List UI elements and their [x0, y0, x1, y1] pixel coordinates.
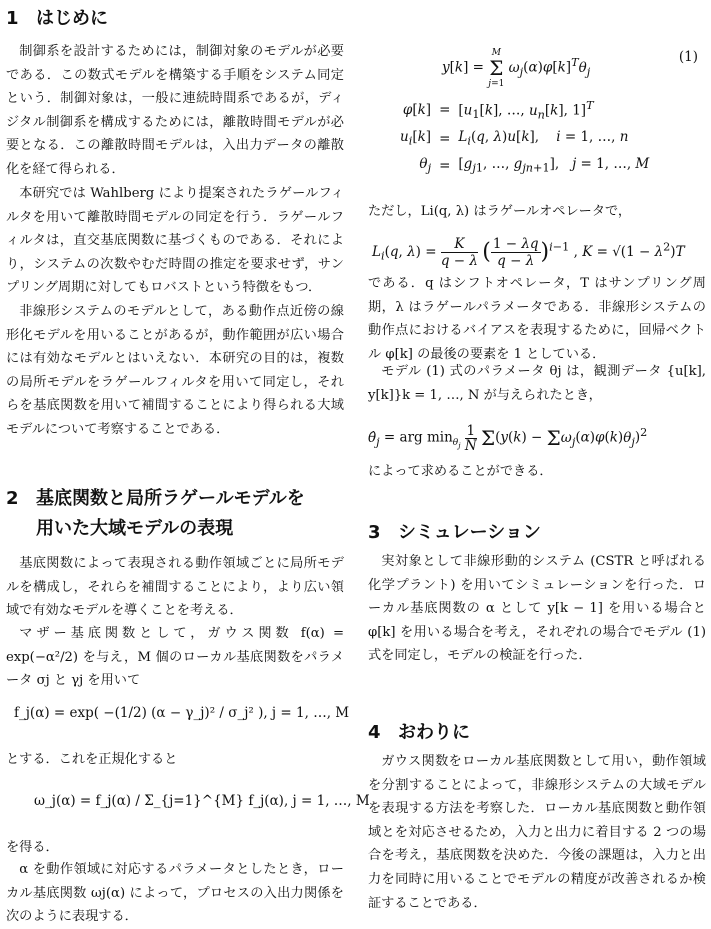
paragraph: モデル (1) 式のパラメータ θj は，観測データ {u[k], y[k]}k = 1, …, N が与えられたとき，	[368, 364, 706, 403]
section-number: 1	[6, 8, 19, 29]
section-number: 2	[6, 488, 19, 509]
section-3-heading	[368, 518, 706, 547]
equation-text: ω_j(α) = f_j(α) / Σ_{j=1}^{M} f_j(α), j = 1, …, M	[34, 793, 370, 809]
section-2-heading-line2: 用いた大域モデルの表現	[36, 518, 234, 539]
section-title: 基底関数と局所ラゲールモデルを	[36, 488, 305, 509]
section-number: 3	[368, 522, 381, 543]
section-title: はじめに	[36, 8, 108, 29]
section-title: シミュレーション	[398, 522, 541, 543]
equation-number: (1)	[678, 49, 698, 65]
equation-fj	[14, 702, 352, 724]
paragraph: 非線形システムのモデルとして，ある動作点近傍の線形化モデルを用いることがあるが，動作範囲が広い場合には有効なモデルとはいえない．本研究の目的は，複数の局所モデルをラゲールフィルタを用いて同定し，それらを基底関数を用いて補間することにより得られる大域モデルについて考察することである．	[6, 304, 344, 437]
paragraph: とする．これを正規化すると	[6, 752, 178, 767]
paragraph: ただし，Li(q, λ) はラゲールオペレータで，	[368, 204, 632, 219]
equation-1	[368, 36, 706, 89]
paragraph-part: マザー基底関数として，ガウス関数 f(α) = exp(−α²/2) を与え，M 個のローカル基底関数をパラメータ σ	[6, 626, 344, 689]
section-4-heading	[368, 718, 706, 747]
equation-estimate: $\thetâ_j$ = arg $\min_{\theta_j}$ $\frac{1}{N}$ $\Sigma(y(k) - \Sigma\omega_j(\alpha)\varphi(k)\theta_j)^2$	[368, 422, 648, 454]
paragraph	[6, 622, 344, 693]
paragraph: 制御系を設計するためには，制御対象のモデルが必要である．この数式モデルを構築する手順をシステム同定という．制御対象は，一般に連続時間系であるが，ディジタル制御系を構成するためには，離散時間モデルが必要となる．この離散時間モデルは，入出力データの離散化を経て得られる．	[6, 44, 344, 177]
paragraph: によって求めることができる．	[368, 464, 553, 479]
paragraph: 本研究では Wahlberg により提案されたラゲールフィルタを用いて離散時間モデルの同定を行う．ラゲールフィルタは，直交基底関数に基づくものである．それにより，システムの次数やむだ時間の推定を要求せず，サンプリング周期に対してもロバストという特徴をもつ．	[6, 186, 344, 296]
section-2-heading	[6, 484, 344, 513]
paragraph: である．q はシフトオペレータ，T はサンプリング周期，λ はラゲールパラメータである．非線形システムの動作点におけるバイアスを表現するために，回帰ベクトル φ[k] の最後の要素を 1 としている．	[368, 276, 706, 362]
paragraph: を得る．	[6, 840, 59, 855]
paragraph: ガウス関数をローカル基底関数として用い，動作領域を分割することによって，非線形システムの大域モデルを表現する方法を考察した．ローカル基底関数と動作領域とを対応させるため，入力と出力に着目する 2 つの場合を考え，基底関数を決めた．今後の課題は，入力と出力を同時に用いることでモデルの精度が改善されるか検証することである．	[368, 754, 706, 911]
equation-1-body: y[k] = M Σ j=1 $\omega_j(\alpha)\varphi[k]^T\theta_j$	[442, 48, 591, 89]
equation-omega	[34, 790, 372, 812]
section-title: おわりに	[398, 722, 470, 743]
equation-definitions: φ[k] = [$u_1[k]$, …, $u_n[k]$, 1]$^T$ $u_i[k]$ = $L_i(q$, λ)u[k], i = 1, …, n $\theta_j$ = [$g_{j1}$, …, $g_{jn+1}$], j = 1, …, M	[400, 99, 650, 175]
paragraph: 基底関数によって表現される動作領域ごとに局所モデルを構成し，それらを補間することにより，より広い領域で有効なモデルを導くことを考える．	[6, 556, 344, 619]
section-number: 4	[368, 722, 381, 743]
equation-text: f_j(α) = exp( −(1/2) (α − γ_j)² / σ_j² ), j = 1, …, M	[14, 705, 350, 721]
equation-laguerre: $L_i(q$, λ) = $\frac{K}{q - \lambda}$ ( $\frac{1 - \lambda q}{q - \lambda}$ )$^{i-1}$ , $K = √(1 - \lambda^2)T$	[372, 236, 685, 269]
paragraph: α を動作領域に対応するパラメータとしたとき，ローカル基底関数 ωj(α) によって，プロセスの入出力関係を次のように表現する．	[6, 862, 344, 925]
paragraph-part: j と γj を用いて	[45, 673, 141, 689]
paragraph: 実対象として非線形動的システム (CSTR と呼ばれる化学プラント) を用いてシミュレーションを行った．ローカル基底関数の α として y[k − 1] を用いる場合と φ[k] を用いる場合を考え，それぞれの場合でモデル (1) 式を同定し，モデルの検証を行った．	[368, 554, 706, 664]
section-1-heading	[6, 4, 344, 33]
